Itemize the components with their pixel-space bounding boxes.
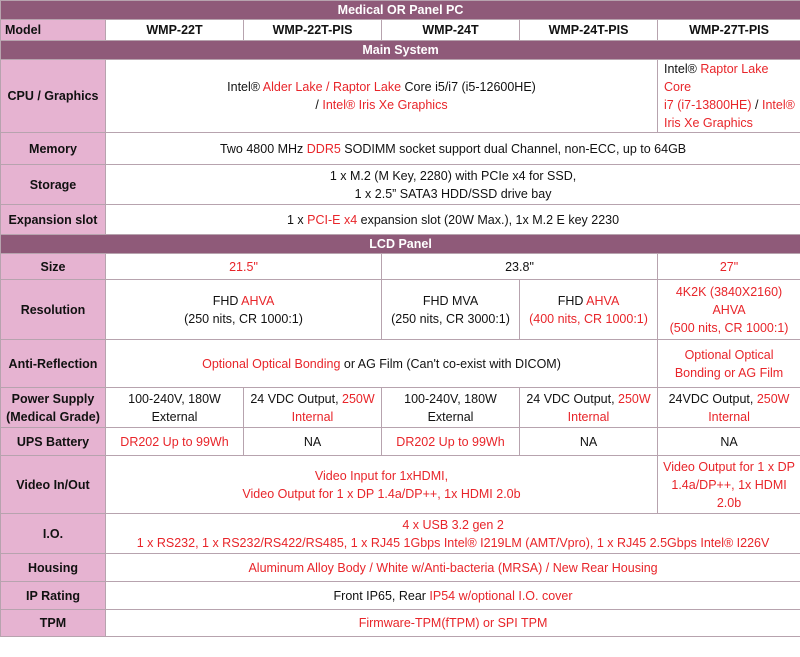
row-resolution	[1, 280, 800, 340]
row-size	[1, 254, 800, 280]
row-label-video: Video In/Out	[1, 456, 106, 514]
row-io	[1, 514, 800, 554]
row-ups	[1, 428, 800, 456]
video-27: Video Output for 1 x DP 1.4a/DP++, 1x HDMI 2.0b	[658, 456, 800, 514]
ip-rating-value: Front IP65, Rear IP54 w/optional I.O. cover	[106, 582, 800, 610]
row-label-resolution: Resolution	[1, 280, 106, 340]
section-lcd-panel: LCD Panel	[1, 235, 800, 254]
video-main: Video Input for 1xHDMI, Video Output for 1 x DP 1.4a/DP++, 1x HDMI 2.0b	[106, 456, 658, 514]
ups-24: DR202 Up to 99Wh	[382, 428, 520, 456]
resolution-24: FHD MVA (250 nits, CR 3000:1)	[382, 280, 520, 340]
cpu-value-main: Intel® Alder Lake / Raptor Lake Core i5/i7 (i5-12600HE) / Intel® Iris Xe Graphics	[106, 60, 658, 133]
row-label-ip-rating: IP Rating	[1, 582, 106, 610]
row-label-storage: Storage	[1, 165, 106, 205]
io-value: 4 x USB 3.2 gen 2 1 x RS232, 1 x RS232/RS422/RS485, 1 x RJ45 1Gbps Intel® I219LM (AMT/Vpro), 1 x RJ45 2.5Gbps Intel® I226V	[106, 514, 800, 554]
table-title: Medical OR Panel PC	[1, 1, 800, 20]
row-cpu	[1, 60, 800, 133]
cpu-value-27t: Intel® Raptor Lake Core i7 (i7-13800HE) / Intel® Iris Xe Graphics	[658, 60, 800, 133]
model-wmp-24t: WMP-24T	[382, 20, 520, 41]
ups-27: NA	[658, 428, 800, 456]
row-video	[1, 456, 800, 514]
row-label-housing: Housing	[1, 554, 106, 582]
model-wmp-24t-pis: WMP-24T-PIS	[520, 20, 658, 41]
size-27: 27"	[658, 254, 800, 280]
row-expansion	[1, 205, 800, 235]
power-22-pis: 24 VDC Output, 250W Internal	[244, 388, 382, 428]
size-22: 21.5"	[106, 254, 382, 280]
row-label-tpm: TPM	[1, 610, 106, 637]
row-storage	[1, 165, 800, 205]
row-label-anti-reflection: Anti-Reflection	[1, 340, 106, 388]
power-24-pis: 24 VDC Output, 250W Internal	[520, 388, 658, 428]
anti-reflection-27: Optional Optical Bonding or AG Film	[658, 340, 800, 388]
expansion-value: 1 x PCI-E x4 expansion slot (20W Max.), 1x M.2 E key 2230	[106, 205, 800, 235]
row-label-io: I.O.	[1, 514, 106, 554]
model-wmp-22t-pis: WMP-22T-PIS	[244, 20, 382, 41]
size-24: 23.8"	[382, 254, 658, 280]
storage-value: 1 x M.2 (M Key, 2280) with PCIe x4 for SSD, 1 x 2.5” SATA3 HDD/SSD drive bay	[106, 165, 800, 205]
row-label-expansion: Expansion slot	[1, 205, 106, 235]
row-tpm	[1, 610, 800, 637]
row-memory	[1, 133, 800, 165]
model-row	[1, 20, 800, 41]
tpm-value: Firmware-TPM(fTPM) or SPI TPM	[106, 610, 800, 637]
row-housing	[1, 554, 800, 582]
row-label-memory: Memory	[1, 133, 106, 165]
memory-value: Two 4800 MHz DDR5 SODIMM socket support dual Channel, non-ECC, up to 64GB	[106, 133, 800, 165]
row-label-power-supply: Power Supply (Medical Grade)	[1, 388, 106, 428]
model-wmp-27t-pis: WMP-27T-PIS	[658, 20, 800, 41]
row-anti-reflection	[1, 340, 800, 388]
ups-22-pis: NA	[244, 428, 382, 456]
row-label-cpu: CPU / Graphics	[1, 60, 106, 133]
model-label: Model	[1, 20, 106, 41]
housing-value: Aluminum Alloy Body / White w/Anti-bacteria (MRSA) / New Rear Housing	[106, 554, 800, 582]
ups-24-pis: NA	[520, 428, 658, 456]
model-wmp-22t: WMP-22T	[106, 20, 244, 41]
resolution-24-pis: FHD AHVA (400 nits, CR 1000:1)	[520, 280, 658, 340]
power-22: 100-240V, 180W External	[106, 388, 244, 428]
power-27: 24VDC Output, 250W Internal	[658, 388, 800, 428]
row-label-size: Size	[1, 254, 106, 280]
anti-reflection-main: Optional Optical Bonding or AG Film (Can't co-exist with DICOM)	[106, 340, 658, 388]
power-24: 100-240V, 180W External	[382, 388, 520, 428]
resolution-27: 4K2K (3840X2160) AHVA (500 nits, CR 1000:1)	[658, 280, 800, 340]
ups-22: DR202 Up to 99Wh	[106, 428, 244, 456]
row-label-ups: UPS Battery	[1, 428, 106, 456]
row-ip-rating	[1, 582, 800, 610]
section-main-system: Main System	[1, 41, 800, 60]
row-power-supply	[1, 388, 800, 428]
resolution-22: FHD AHVA (250 nits, CR 1000:1)	[106, 280, 382, 340]
